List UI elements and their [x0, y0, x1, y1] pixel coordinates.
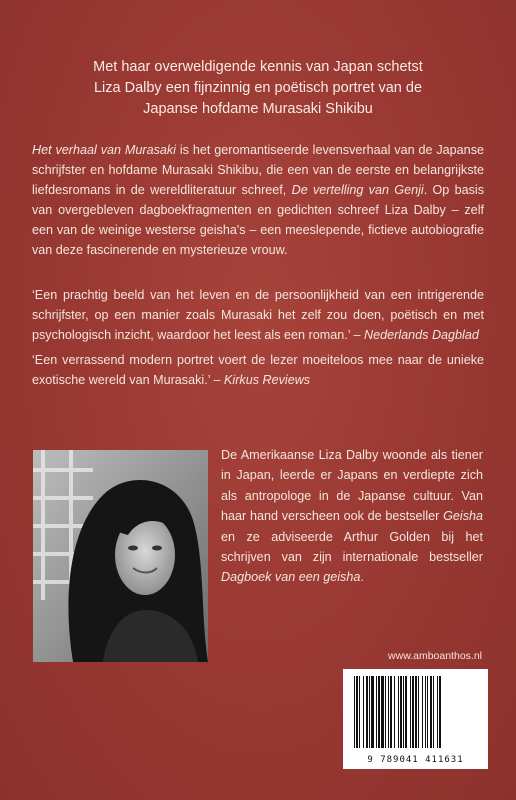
bio-text: en ze adviseerde Arthur Golden bij het schrijven van zijn internationale bestseller	[221, 529, 483, 565]
bio-text: .	[360, 570, 364, 585]
bio-book-title: Geisha	[443, 509, 483, 524]
headline-line: Japanse hofdame Murasaki Shikibu	[143, 101, 373, 117]
isbn-number: 9 789041 411631	[367, 755, 464, 765]
review-quote	[32, 285, 484, 345]
synopsis-paragraph	[32, 140, 484, 260]
quote-source: Kirkus Reviews	[224, 373, 311, 387]
headline-line: Met haar overweldigende kennis van Japan schetst	[93, 59, 423, 75]
author-photo	[33, 450, 208, 662]
synopsis-text: . Op basis van overgebleven dagboekfragmenten en gedichten schreef Liza Dalby – zelf een van de weinige westerse geisha's – een meeslepende, fictieve autobiografie van deze fascinerende en mysterieuze vrouw.	[32, 183, 484, 257]
quote-text: ‘Een prachtig beeld van het leven en de persoonlijkheid van een intrigerende schrijfster, op een manier zoals Murasaki het zelf zou doen, poëtisch en met psychologisch inzicht, waardoor het leest als een roman.’ –	[32, 288, 484, 342]
isbn-barcode	[343, 669, 488, 769]
quote-source: Nederlands Dagblad	[364, 328, 479, 342]
review-quote	[32, 350, 484, 390]
headline	[40, 57, 476, 120]
synopsis-text: is het geromantiseerde levensverhaal van de Japanse schrijfster en hofdame Murasaki Shikibu, die een van de eerste en belangrijkste liefdesromans in de wereldliteratuur schreef,	[32, 143, 484, 197]
bio-book-title: Dagboek van een geisha	[221, 570, 361, 585]
genji-title: De vertelling van Genji	[291, 183, 424, 197]
publisher-website: www.amboanthos.nl	[388, 650, 482, 662]
bio-text: De Amerikaanse Liza Dalby woonde als tiener in Japan, leerde er Japans en verdiepte zich als antropologe in de Japanse cultuur. Van haar hand verscheen ook de bestseller	[221, 448, 483, 524]
quote-text: ‘Een verrassend modern portret voert de lezer moeiteloos mee naar de unieke exotische wereld van Murasaki.’ –	[32, 353, 484, 387]
novel-title: Het verhaal van Murasaki	[32, 143, 176, 157]
headline-line: Liza Dalby een fijnzinnig en poëtisch portret van de	[93, 80, 423, 96]
barcode-bars	[350, 676, 481, 748]
author-bio	[221, 445, 483, 588]
